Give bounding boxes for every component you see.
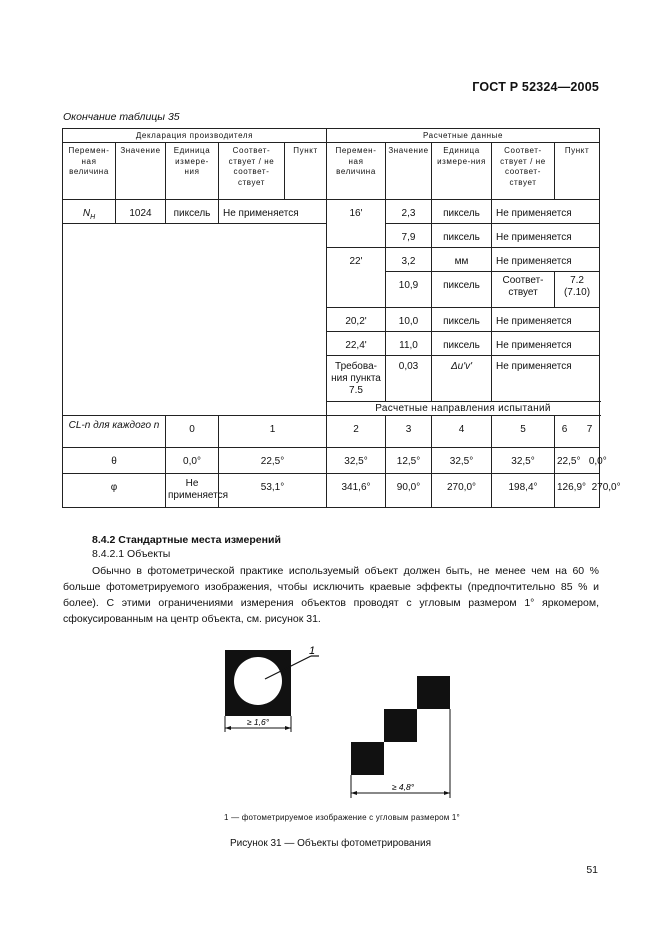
figure-legend-note: 1 — фотометрируемое изображение с угловым размером 1° bbox=[224, 813, 460, 822]
phi-cell: Не применяется bbox=[166, 474, 219, 508]
cell-unit: пиксель bbox=[432, 200, 492, 224]
n-cell-7: 7 bbox=[586, 424, 593, 435]
nh-subscript: H bbox=[90, 214, 96, 221]
phi-cell: 270,0° bbox=[432, 474, 492, 508]
group-calculated-data: Расчетные данные bbox=[327, 129, 600, 143]
cl-n-label bbox=[63, 416, 166, 448]
phi-cell: 53,1° bbox=[219, 474, 327, 508]
col-header-conforms-calc: Соответ-ствует / не соответ-ствует bbox=[492, 143, 555, 200]
cell-variable: 20,2' bbox=[327, 308, 386, 332]
cell-value: 10,9 bbox=[386, 272, 432, 308]
col-header-unit: Единица измере-ния bbox=[166, 143, 219, 200]
cell-variable: 22' bbox=[327, 248, 386, 308]
cell-unit: Δu'v' bbox=[432, 356, 492, 402]
cell-conforms: Не применяется bbox=[492, 200, 600, 224]
theta-cell-6: 22,5° bbox=[557, 456, 581, 467]
n-cell: 4 bbox=[432, 416, 492, 448]
phi-cell-6: 126,9° bbox=[557, 482, 587, 493]
cell-value: 3,2 bbox=[386, 248, 432, 272]
cl-n-label-text: CL-n для каждого n bbox=[68, 420, 160, 431]
table-group-header-row bbox=[63, 129, 600, 143]
theta-cell-7: 0,0° bbox=[588, 456, 607, 467]
group-manufacturer-declaration: Декларация производителя bbox=[63, 129, 327, 143]
cell-variable: 16' bbox=[327, 200, 386, 248]
dim-arrow-icon bbox=[351, 791, 357, 795]
checker-square bbox=[417, 676, 450, 709]
page-number: 51 bbox=[586, 864, 598, 876]
cell-value: 1024 bbox=[116, 200, 166, 224]
cell-value: 0,03 bbox=[386, 356, 432, 402]
dim-arrow-icon bbox=[444, 791, 450, 795]
phi-row bbox=[63, 474, 600, 508]
table-caption: Окончание таблицы 35 bbox=[63, 111, 180, 123]
phi-cell-7: 270,0° bbox=[591, 482, 621, 493]
cell-unit: пиксель bbox=[166, 200, 219, 224]
phi-cell: 341,6° bbox=[327, 474, 386, 508]
directions-n-row bbox=[63, 416, 600, 448]
n-cell: 1 bbox=[219, 416, 327, 448]
col-header-unit-calc: Единица измере-ния bbox=[432, 143, 492, 200]
cell-conforms: Не применяется bbox=[492, 224, 600, 248]
checker-square bbox=[351, 742, 384, 775]
dim-left-label: ≥ 1,6° bbox=[246, 717, 270, 727]
col-header-variable-calc: Перемен-ная величина bbox=[327, 143, 386, 200]
cell-value: 2,3 bbox=[386, 200, 432, 224]
cell-clause: 7.2 (7.10) bbox=[555, 272, 600, 308]
col-header-variable: Перемен-ная величина bbox=[63, 143, 116, 200]
image-circle bbox=[234, 657, 282, 705]
directions-title: Расчетные направления испытаний bbox=[327, 402, 600, 416]
cell-variable: Требова-ния пункта 7.5 bbox=[327, 356, 386, 402]
figure-caption: Рисунок 31 — Объекты фотометрирования bbox=[229, 838, 432, 849]
cell-conforms: Не применяется bbox=[219, 200, 327, 224]
theta-cell: 12,5° bbox=[386, 448, 432, 474]
cell-unit: пиксель bbox=[432, 224, 492, 248]
col-header-clause-calc: Пункт bbox=[555, 143, 600, 200]
dim-right-label: ≥ 4,8° bbox=[391, 782, 415, 792]
col-header-value: Значение bbox=[116, 143, 166, 200]
cell-variable: 22,4' bbox=[327, 332, 386, 356]
checker-square bbox=[384, 709, 417, 742]
col-header-clause: Пункт bbox=[285, 143, 327, 200]
table-column-header-row bbox=[63, 143, 600, 200]
n-cell: 2 bbox=[327, 416, 386, 448]
cell-conforms: Соответ-ствует bbox=[492, 272, 555, 308]
figure-31-drawing bbox=[215, 640, 455, 810]
theta-cell bbox=[555, 448, 607, 474]
cell-value: 7,9 bbox=[386, 224, 432, 248]
dim-arrow-icon bbox=[285, 726, 291, 730]
phi-cell: 198,4° bbox=[492, 474, 555, 508]
n-cell: 3 bbox=[386, 416, 432, 448]
empty-left-block bbox=[63, 224, 327, 416]
theta-cell: 22,5° bbox=[219, 448, 327, 474]
n-cell: 0 bbox=[166, 416, 219, 448]
document-id: ГОСТ Р 52324—2005 bbox=[472, 80, 599, 94]
theta-cell: 32,5° bbox=[432, 448, 492, 474]
cell-conforms: Не применяется bbox=[492, 308, 600, 332]
theta-cell: 0,0° bbox=[166, 448, 219, 474]
cell-unit: мм bbox=[432, 248, 492, 272]
cell-conforms: Не применяется bbox=[492, 332, 600, 356]
cell-unit: пиксель bbox=[432, 308, 492, 332]
phi-label: φ bbox=[63, 474, 166, 508]
n-cell-6: 6 bbox=[561, 424, 568, 435]
section-heading: 8.4.2 Стандартные места измерений bbox=[92, 534, 281, 546]
theta-cell: 32,5° bbox=[327, 448, 386, 474]
nh-symbol: N bbox=[82, 208, 91, 219]
n-cell bbox=[555, 416, 600, 448]
cell-value: 11,0 bbox=[386, 332, 432, 356]
cell-unit: пиксель bbox=[432, 332, 492, 356]
theta-cell: 32,5° bbox=[492, 448, 555, 474]
dim-arrow-icon bbox=[225, 726, 231, 730]
phi-cell bbox=[555, 474, 621, 508]
cell-conforms: Не применяется bbox=[492, 248, 600, 272]
phi-cell: 90,0° bbox=[386, 474, 432, 508]
body-paragraph bbox=[63, 563, 599, 627]
theta-row bbox=[63, 448, 600, 474]
cell-unit: пиксель bbox=[432, 272, 492, 308]
callout-number: 1 bbox=[309, 645, 316, 657]
n-cell: 5 bbox=[492, 416, 555, 448]
col-header-value-calc: Значение bbox=[386, 143, 432, 200]
theta-label: θ bbox=[63, 448, 166, 474]
col-header-conforms: Соответ-ствует / не соответ-ствует bbox=[219, 143, 285, 200]
paragraph-text: Обычно в фотометрической практике используемый объект должен быть, не менее чем на 60 % больше фотометрируемого изображения, чтобы исключить краевые эффекты (предпочтительно 85 % и более). С этими ограничениями измерения объектов проводят с угловым размером 1° яркомером, сфокусированным на центр объекта, см. рисунок 31. bbox=[63, 565, 599, 625]
table-row bbox=[63, 200, 600, 224]
declaration-table bbox=[62, 128, 621, 508]
cell-conforms: Не применяется bbox=[492, 356, 600, 402]
subsection-heading: 8.4.2.1 Объекты bbox=[92, 548, 171, 560]
cell-variable-nh bbox=[63, 200, 116, 224]
cell-value: 10,0 bbox=[386, 308, 432, 332]
